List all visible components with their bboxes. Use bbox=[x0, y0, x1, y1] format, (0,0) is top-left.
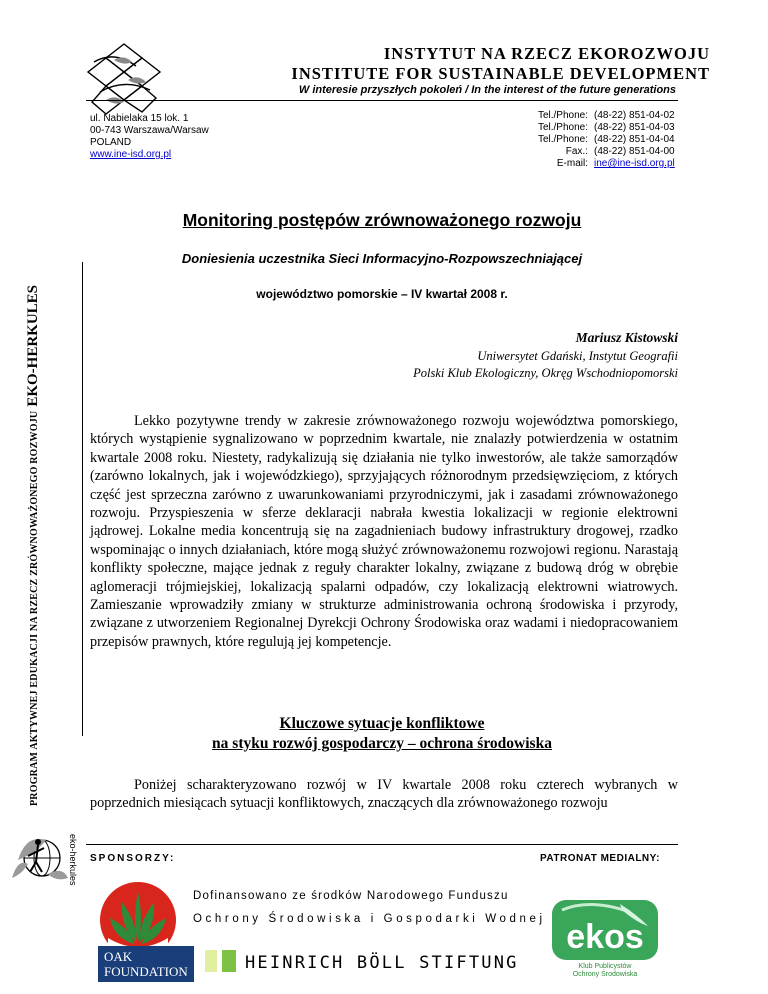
document-region: województwo pomorskie – IV kwartał 2008 r. bbox=[256, 287, 508, 301]
ine-isd-logo bbox=[84, 40, 164, 120]
sponsors-label: SPONSORZY: bbox=[90, 853, 176, 864]
oak-logo-line: FOUNDATION bbox=[104, 964, 188, 979]
section-heading bbox=[86, 714, 678, 754]
contact-row bbox=[480, 110, 678, 122]
email-link[interactable]: ine@ine-isd.org.pl bbox=[594, 158, 675, 169]
institute-name-en: INSTITUTE FOR SUSTAINABLE DEVELOPMENT bbox=[291, 64, 710, 83]
header-divider bbox=[86, 100, 678, 101]
media-patron-label: PATRONAT MEDIALNY: bbox=[540, 853, 660, 864]
contact-label: Tel./Phone: bbox=[537, 122, 588, 133]
contact-value: (48-22) 851-04-00 bbox=[594, 146, 675, 157]
contact-value: (48-22) 851-04-02 bbox=[594, 110, 675, 121]
contact-label: Tel./Phone: bbox=[537, 134, 588, 145]
eko-herkules-icon bbox=[8, 828, 82, 896]
document-subtitle: Doniesienia uczestnika Sieci Informacyjno-Rozpowszechniającej bbox=[181, 251, 583, 266]
contact-label: Fax.: bbox=[565, 146, 588, 157]
ekos-logo-subtext: Klub Publicystów bbox=[578, 963, 632, 970]
contact-label: E-mail: bbox=[556, 158, 588, 169]
contact-row bbox=[480, 158, 678, 170]
ekos-logo-subtext: Ochrony Środowiska bbox=[572, 971, 638, 978]
sidebar-brand-name: EKO-HERKULES bbox=[25, 284, 41, 407]
contact-value: (48-22) 851-04-03 bbox=[594, 122, 675, 133]
address-line: ul. Nabielaka 15 lok. 1 bbox=[90, 113, 189, 124]
address-line: 00-743 Warszawa/Warsaw bbox=[90, 125, 209, 136]
boell-logo-square bbox=[205, 950, 217, 972]
contact-row bbox=[480, 146, 678, 158]
footer-divider bbox=[86, 844, 678, 845]
address-line: POLAND bbox=[90, 137, 132, 148]
ekos-logo-text: ekos bbox=[566, 918, 644, 956]
oak-foundation-logo bbox=[98, 946, 194, 982]
institute-motto: W interesie przyszłych pokoleń / In the interest of the future generations bbox=[298, 84, 676, 96]
funding-text: Dofinansowano ze środków Narodowego Funduszu bbox=[193, 890, 509, 902]
contact-row bbox=[480, 122, 678, 134]
heinrich-boell-logo-text: HEINRICH BÖLL STIFTUNG bbox=[245, 953, 519, 973]
institute-name-pl: INSTYTUT NA RZECZ EKOROZWOJU bbox=[383, 44, 710, 63]
funding-text: Ochrony Środowiska i Gospodarki Wodnej bbox=[193, 913, 546, 925]
website-link[interactable]: www.ine-isd.org.pl bbox=[90, 149, 172, 160]
address-block bbox=[90, 113, 209, 161]
section-heading-line: Kluczowe sytuacje konfliktowe bbox=[279, 715, 485, 732]
author-name: Mariusz Kistowski bbox=[575, 330, 678, 345]
section-heading-line: na styku rozwój gospodarczy – ochrona środowiska bbox=[212, 735, 552, 752]
oak-logo-line: OAK bbox=[104, 949, 133, 964]
document-title: Monitoring postępów zrównoważonego rozwoju bbox=[182, 210, 582, 230]
sidebar-divider bbox=[82, 262, 83, 736]
body-paragraph: Poniżej scharakteryzowano rozwój w IV kwartale 2008 roku czterech wybranych w poprzednich miesiącach sytuacji konfliktowych, znaczących dla zrównoważonego rozwoju bbox=[90, 777, 678, 812]
contact-block bbox=[480, 110, 678, 170]
boell-logo-square bbox=[222, 950, 236, 972]
ekos-logo bbox=[550, 896, 660, 978]
eko-herkules-icon-label: eko-herkules bbox=[68, 834, 78, 886]
contact-label: Tel./Phone: bbox=[537, 110, 588, 121]
author-affiliation: Uniwersytet Gdański, Instytut Geografii bbox=[477, 349, 678, 363]
contact-value: (48-22) 851-04-04 bbox=[594, 134, 675, 145]
author-affiliation: Polski Klub Ekologiczny, Okręg Wschodniopomorski bbox=[413, 366, 678, 380]
sidebar-program-name: PROGRAM AKTYWNEJ EDUKACJI NA RZECZ ZRÓWNOWAŻONEGO ROZWOJU bbox=[29, 410, 40, 806]
contact-row bbox=[480, 134, 678, 146]
body-paragraph: Lekko pozytywne trendy w zakresie zrównoważonego rozwoju województwa pomorskiego, których wystąpienie sygnalizowano w poprzednim kwartale, nie znalazły potwierdzenia w ostatnim kwartale 2008 roku. Niestety, radykalizują się działania nie tylko inwestorów, ale także samorządów (zarówno lokalnych, jak i wojewódzkiego), sprzyjających różnorodnym przedsięwzięciom, z których część jest sprzeczna zarówno z uwarunkowaniami przyrodniczymi, jak i zasadami zrównoważonego rozwoju. Przyspieszenia w sferze deklaracji nabrała kwestia lokalizacji w regionie elektrowni jądrowej. Lokalne media koncentrują się na zagadnieniach budowy infrastruktury drogowej, rzadko wspominając o innych działaniach, które mogą służyć zrównoważonemu rozwojowi regionu. Narastają konflikty społeczne, mające jednak z reguły charakter lokalny, związane z budową dróg w obrębie aglomeracji trójmiejskiej, lokalizacją spalarni odpadów, czy lokalizacją elektrowni wiatrowych. Zamieszanie wprowadziły zmiany w strukturze administrowania ochroną środowiska i przyrody, związane z utworzeniem Regionalnej Dyrekcji Ochrony Środowiska oraz wadami i niedopracowaniem przepisów prawnych, które regulują jej kompetencje. bbox=[90, 413, 678, 650]
